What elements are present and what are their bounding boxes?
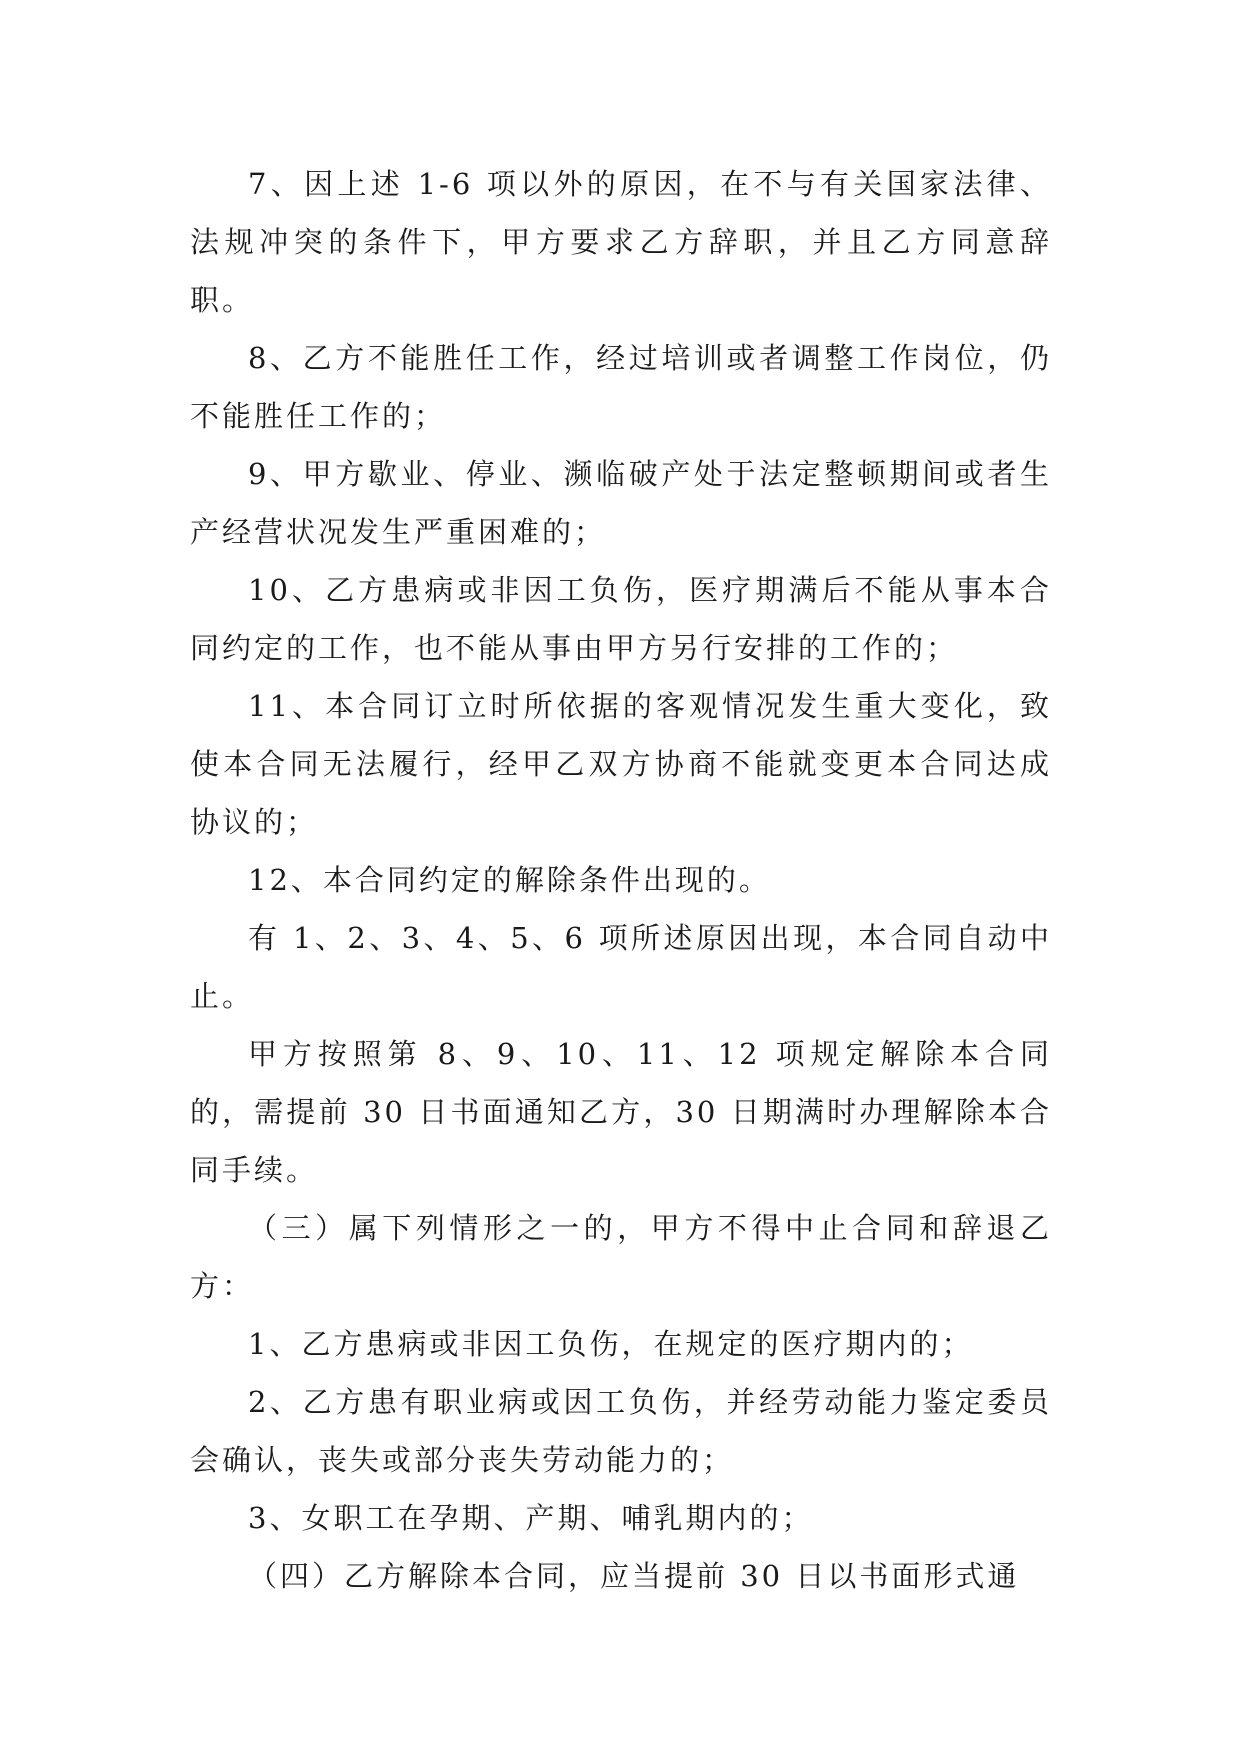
document-body: [190, 155, 1052, 1605]
section-heading-4: （四）乙方解除本合同，应当提前 30 日以书面形式通: [248, 1559, 1020, 1593]
paragraph-notice-period: 甲方按照第 8、9、10、11、12 项规定解除本合同的，需提前 30 日书面通知乙方，30 日期满时办理解除本合同手续。: [190, 1037, 1052, 1187]
paragraph-item-7: 7、因上述 1-6 项以外的原因，在不与有关国家法律、法规冲突的条件下，甲方要求乙方辞职，并且乙方同意辞职。: [190, 167, 1052, 317]
section-heading-3: （三）属下列情形之一的，甲方不得中止合同和辞退乙方：: [190, 1211, 1052, 1303]
paragraph-protect-2: 2、乙方患有职业病或因工负伤，并经劳动能力鉴定委员会确认，丧失或部分丧失劳动能力的；: [190, 1385, 1052, 1477]
paragraph-protect-1: 1、乙方患病或非因工负伤，在规定的医疗期内的；: [248, 1327, 974, 1361]
paragraph-item-10: 10、乙方患病或非因工负伤，医疗期满后不能从事本合同约定的工作，也不能从事由甲方另行安排的工作的；: [190, 573, 1052, 665]
paragraph-item-9: 9、甲方歇业、停业、濒临破产处于法定整顿期间或者生产经营状况发生严重困难的；: [190, 457, 1052, 549]
paragraph-item-12: 12、本合同约定的解除条件出现的。: [248, 863, 771, 897]
paragraph-item-8: 8、乙方不能胜任工作，经过培训或者调整工作岗位，仍不能胜任工作的；: [190, 341, 1052, 433]
paragraph-item-11: 11、本合同订立时所依据的客观情况发生重大变化，致使本合同无法履行，经甲乙双方协商不能就变更本合同达成协议的；: [190, 689, 1052, 839]
paragraph-auto-suspend: 有 1、2、3、4、5、6 项所述原因出现，本合同自动中止。: [190, 921, 1052, 1013]
paragraph-protect-3: 3、女职工在孕期、产期、哺乳期内的；: [248, 1501, 814, 1535]
